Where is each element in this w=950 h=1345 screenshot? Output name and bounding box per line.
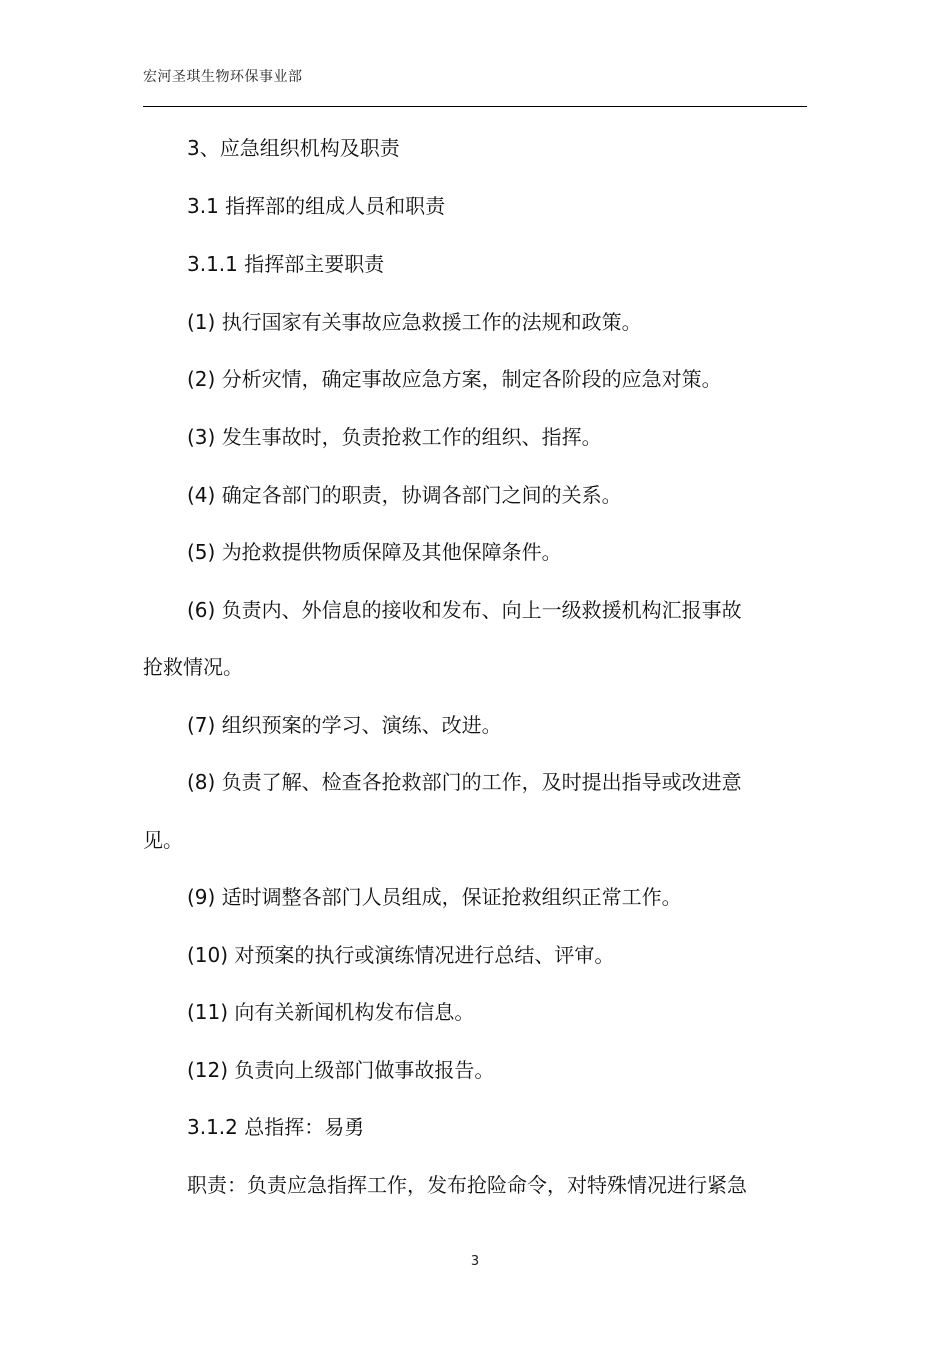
list-item-continuation: 见。 bbox=[143, 828, 183, 852]
list-item: (2) 分析灾情，确定事故应急方案，制定各阶段的应急对策。 bbox=[187, 367, 722, 391]
subsection-heading: 3.1 指挥部的组成人员和职责 bbox=[187, 194, 446, 218]
paragraph: 职责：负责应急指挥工作，发布抢险命令，对特殊情况进行紧急 bbox=[187, 1173, 747, 1197]
list-item-continuation: 抢救情况。 bbox=[143, 655, 243, 679]
section-heading: 3、应急组织机构及职责 bbox=[187, 136, 400, 160]
list-item: (12) 负责向上级部门做事故报告。 bbox=[187, 1058, 495, 1082]
page-header: 宏河圣琪生物环保事业部 bbox=[143, 69, 303, 85]
list-item: (10) 对预案的执行或演练情况进行总结、评审。 bbox=[187, 943, 615, 967]
subsubsection-heading: 3.1.1 指挥部主要职责 bbox=[187, 252, 385, 276]
list-item: (5) 为抢救提供物质保障及其他保障条件。 bbox=[187, 540, 562, 564]
list-item: (4) 确定各部门的职责，协调各部门之间的关系。 bbox=[187, 483, 622, 507]
list-item: (9) 适时调整各部门人员组成，保证抢救组织正常工作。 bbox=[187, 885, 682, 909]
list-item: (3) 发生事故时，负责抢救工作的组织、指挥。 bbox=[187, 425, 602, 449]
list-item: (11) 向有关新闻机构发布信息。 bbox=[187, 1000, 475, 1024]
subsubsection-heading: 3.1.2 总指挥：易勇 bbox=[187, 1115, 365, 1139]
header-divider bbox=[143, 106, 807, 107]
list-item: (6) 负责内、外信息的接收和发布、向上一级救援机构汇报事故 bbox=[187, 598, 742, 622]
list-item: (1) 执行国家有关事故应急救援工作的法规和政策。 bbox=[187, 310, 642, 334]
page-number: 3 bbox=[470, 1254, 480, 1269]
list-item: (7) 组织预案的学习、演练、改进。 bbox=[187, 713, 502, 737]
list-item: (8) 负责了解、检查各抢救部门的工作，及时提出指导或改进意 bbox=[187, 770, 742, 794]
